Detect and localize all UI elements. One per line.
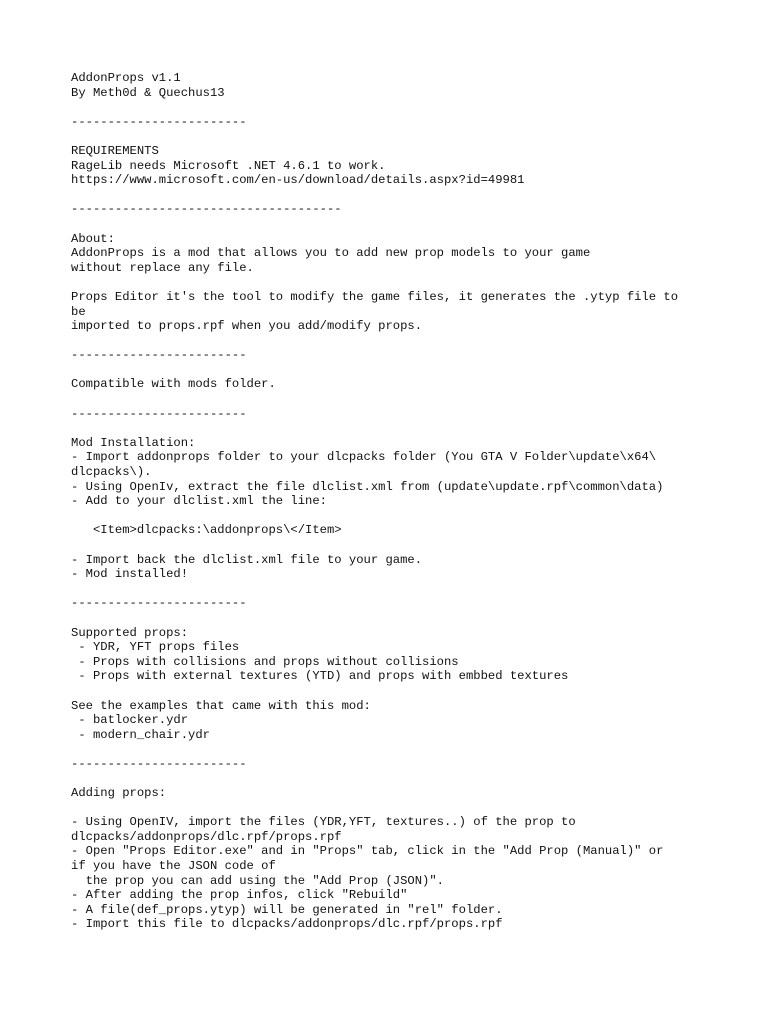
text-line (71, 363, 711, 378)
text-line: - Using OpenIv, extract the file dlclist.xml from (update\update.rpf\common\data) (71, 479, 664, 494)
text-line: - Props with collisions and props without collisions (71, 654, 459, 669)
text-line: if you have the JSON code of (71, 859, 276, 874)
text-line: AddonProps v1.1 (71, 71, 181, 85)
text-line: About: (71, 231, 115, 246)
text-line (71, 275, 711, 290)
text-line: - Import addonprops folder to your dlcpacks folder (You GTA V Folder\update\x64\ (71, 450, 657, 465)
text-line: RageLib needs Microsoft .NET 4.6.1 to work. (71, 158, 386, 173)
text-line: ------------------------ (71, 406, 247, 421)
text-line: ------------------------ (71, 114, 247, 129)
text-line: https://www.microsoft.com/en-us/download/details.aspx?id=49981 (71, 173, 525, 188)
text-line (71, 129, 711, 144)
text-line (71, 392, 711, 407)
text-line: - modern_chair.ydr (71, 727, 210, 742)
text-line (71, 509, 711, 524)
text-line: See the examples that came with this mod: (71, 698, 371, 713)
text-line: without replace any file. (71, 260, 254, 275)
text-line: ------------------------ (71, 756, 247, 771)
text-line (71, 582, 711, 597)
text-line (71, 684, 711, 699)
text-line (71, 421, 711, 436)
text-line: - A file(def_props.ytyp) will be generated in "rel" folder. (71, 902, 503, 917)
text-line: <Item>dlcpacks:\addonprops\</Item> (71, 523, 342, 538)
text-line: - Import back the dlclist.xml file to your game. (71, 552, 423, 567)
text-line (71, 188, 711, 203)
text-line: Supported props: (71, 625, 189, 640)
text-line (71, 100, 711, 115)
text-line: - Open "Props Editor.exe" and in "Props" tab, click in the "Add Prop (Manual)" or (71, 844, 664, 859)
text-line: - batlocker.ydr (71, 713, 189, 728)
text-line: - YDR, YFT props files (71, 640, 240, 655)
text-line: dlcpacks/addonprops/dlc.rpf/props.rpf (71, 829, 342, 844)
text-line: ------------------------ (71, 348, 247, 363)
text-line (71, 538, 711, 553)
text-line: the prop you can add using the "Add Prop (JSON)". (71, 873, 444, 888)
text-line: By Meth0d & Quechus13 (71, 85, 225, 100)
text-line (71, 334, 711, 349)
text-line: Compatible with mods folder. (71, 377, 276, 392)
text-line: Props Editor it's the tool to modify the game files, it generates the .ytyp file to (71, 289, 679, 304)
text-line: Adding props: (71, 786, 167, 801)
text-line (71, 217, 711, 232)
text-line: - Add to your dlclist.xml the line: (71, 494, 327, 509)
text-line (71, 611, 711, 626)
text-line: - Using OpenIV, import the files (YDR,YFT, textures..) of the prop to (71, 815, 576, 830)
text-line: - After adding the prop infos, click "Rebuild" (71, 888, 408, 903)
text-line (71, 801, 711, 816)
text-line: - Import this file to dlcpacks/addonprops/dlc.rpf/props.rpf (71, 917, 503, 932)
text-line: AddonProps is a mod that allows you to add new prop models to your game (71, 246, 591, 261)
text-line: - Mod installed! (71, 567, 189, 582)
text-line: ------------------------ (71, 596, 247, 611)
text-line: REQUIREMENTS (71, 143, 159, 158)
text-line: imported to props.rpf when you add/modify props. (71, 319, 423, 334)
text-line (71, 772, 711, 787)
document-page (71, 71, 711, 932)
text-line: ------------------------------------- (71, 202, 342, 217)
text-line: dlcpacks\). (71, 465, 152, 480)
text-line: be (71, 304, 86, 319)
text-line (71, 742, 711, 757)
text-line: Mod Installation: (71, 435, 196, 450)
text-line: - Props with external textures (YTD) and props with embbed textures (71, 669, 569, 684)
